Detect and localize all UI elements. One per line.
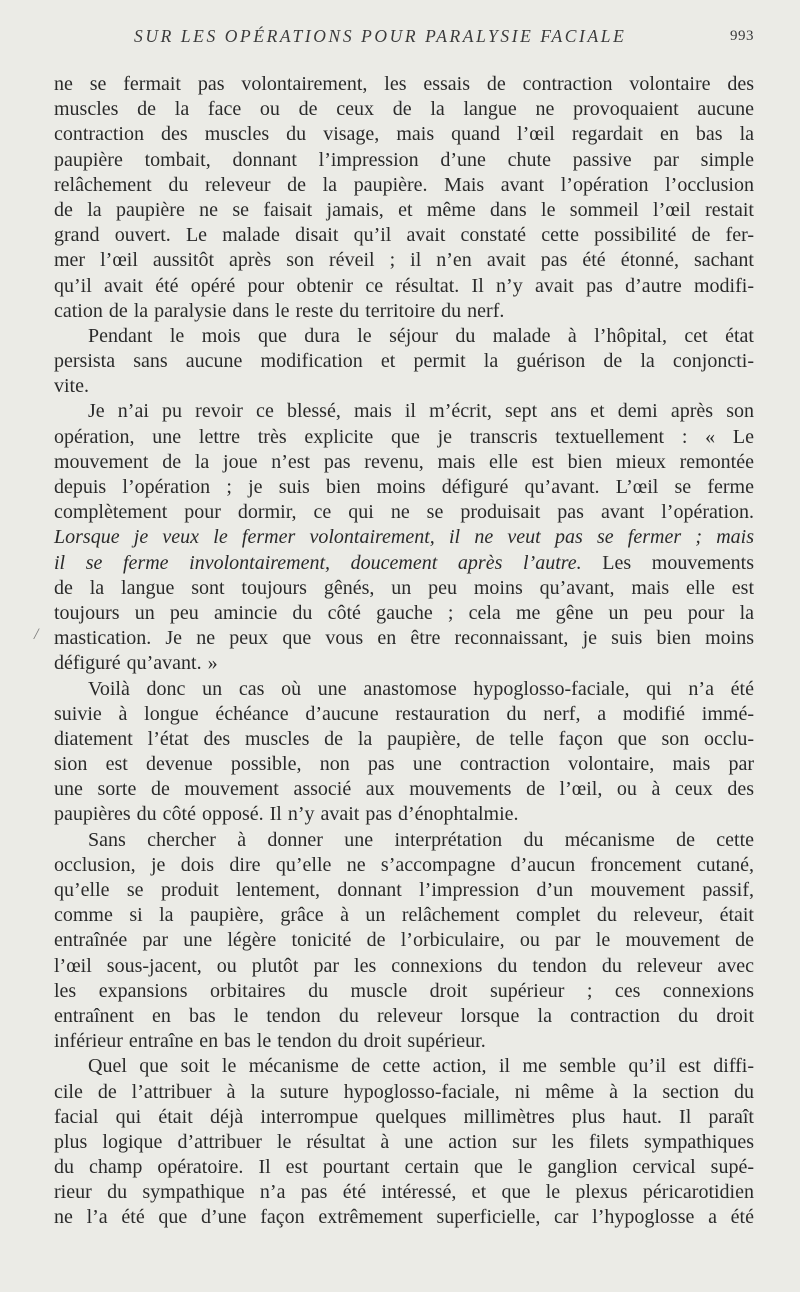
italic-quote: il se ferme involontairement, doucement après l’autre. bbox=[54, 551, 582, 574]
text-line: toujours un peu amincie du côté gauche ; cela me gêne un peu pour la bbox=[54, 601, 754, 624]
text-line: vite. bbox=[54, 375, 89, 398]
text-line: sion est devenue possible, non pas une contraction volontaire, mais par bbox=[54, 753, 754, 776]
text-line: entraînent en bas le tendon du releveur lorsque la contraction du droit bbox=[54, 1004, 754, 1027]
text-line: grand ouvert. Le malade disait qu’il avait constaté cette possibilité de fer- bbox=[54, 224, 754, 247]
text-line: entraînée par une légère tonicité de l’orbiculaire, ou par le mouvement de bbox=[54, 929, 754, 952]
paragraph bbox=[54, 399, 754, 676]
page-number: 993 bbox=[730, 28, 754, 44]
text-line bbox=[54, 551, 754, 576]
text-line: l’œil sous-jacent, ou plutôt par les connexions du tendon du releveur avec bbox=[54, 954, 754, 977]
text-line: ne se fermait pas volontairement, les essais de contraction volontaire des bbox=[54, 73, 754, 95]
text-line: Voilà donc un cas où une anastomose hypoglosso-faciale, qui n’a été bbox=[88, 677, 754, 700]
text-line: relâchement du releveur de la paupière. Mais avant l’opération l’occlusion bbox=[54, 173, 754, 196]
text-line: une sorte de mouvement associé aux mouvements de l’œil, ou à ceux des bbox=[54, 778, 754, 801]
text-line: suivie à longue échéance d’aucune restauration du nerf, a modifié immé- bbox=[54, 702, 754, 725]
text-fragment: Les mouvements bbox=[581, 551, 754, 574]
paragraph bbox=[54, 828, 754, 1055]
text-line: Pendant le mois que dura le séjour du malade à l’hôpital, cet état bbox=[88, 324, 754, 347]
paragraph bbox=[54, 72, 754, 324]
text-line: qu’elle se produit lentement, donnant l’impression d’un mouvement passif, bbox=[54, 879, 754, 901]
text-line: Je n’ai pu revoir ce blessé, mais il m’écrit, sept ans et demi après son bbox=[88, 400, 754, 423]
margin-mark: / bbox=[34, 626, 39, 643]
text-line: mouvement de la joue n’est pas revenu, mais elle est bien mieux remontée bbox=[54, 450, 754, 473]
text-line: muscles de la face ou de ceux de la langue ne provoquaient aucune bbox=[54, 98, 754, 121]
text-line: inférieur entraîne en bas le tendon du droit supérieur. bbox=[54, 1030, 486, 1053]
text-line bbox=[54, 525, 754, 550]
running-title: SUR LES OPÉRATIONS POUR PARALYSIE FACIALE bbox=[134, 26, 627, 46]
text-line: Sans chercher à donner une interprétation du mécanisme de cette bbox=[88, 828, 754, 851]
text-line: paupières du côté opposé. Il n’y avait pas d’énophtalmie. bbox=[54, 803, 519, 826]
paragraph bbox=[54, 1054, 754, 1230]
text-line: complètement pour dormir, ce qui ne se produisait pas avant l’opération. bbox=[54, 501, 754, 524]
text-line: cation de la paralysie dans le reste du territoire du nerf. bbox=[54, 299, 505, 322]
text-line: du champ opératoire. Il est pourtant certain que le ganglion cervical supé- bbox=[54, 1156, 754, 1179]
text-line: plus logique d’attribuer le résultat à une action sur les filets sympathiques bbox=[54, 1130, 754, 1153]
text-line: contraction des muscles du visage, mais quand l’œil regardait en bas la bbox=[54, 123, 754, 146]
text-line: persista sans aucune modification et permit la guérison de la conjoncti- bbox=[54, 350, 754, 373]
text-line: de la paupière ne se faisait jamais, et même dans le sommeil l’œil restait bbox=[54, 198, 754, 221]
text-line: comme si la paupière, grâce à un relâchement complet du releveur, était bbox=[54, 904, 754, 927]
text-line: de la langue sont toujours gênés, un peu moins qu’avant, mais elle est bbox=[54, 576, 754, 599]
text-line: rieur du sympathique n’a pas été intéressé, et que le plexus péricarotidien bbox=[54, 1181, 754, 1204]
text-line: opération, une lettre très explicite que je transcris textuellement : « Le bbox=[54, 425, 754, 448]
text-line: diatement l’état des muscles de la paupière, de telle façon que son occlu- bbox=[54, 727, 754, 750]
text-line: cile de l’attribuer à la suture hypoglosso-faciale, ni même à la section du bbox=[54, 1080, 754, 1103]
text-line: mer l’œil aussitôt après son réveil ; il n’en avait pas été étonné, sachant bbox=[54, 249, 754, 272]
page-header bbox=[54, 26, 754, 52]
text-line: Quel que soit le mécanisme de cette action, il me semble qu’il est diffi- bbox=[88, 1055, 754, 1078]
text-line: paupière tombait, donnant l’impression d’une chute passive par simple bbox=[54, 148, 754, 171]
text-line: facial qui était déjà interrompue quelques millimètres plus haut. Il paraît bbox=[54, 1105, 754, 1128]
text-line: depuis l’opération ; je suis bien moins défiguré qu’avant. L’œil se ferme bbox=[54, 476, 754, 498]
text-line: occlusion, je dois dire qu’elle ne s’accompagne d’aucun froncement cutané, bbox=[54, 853, 754, 876]
italic-quote: Lorsque je veux le fermer volontairement, il ne veut pas se fermer ; mais bbox=[54, 526, 754, 549]
text-line: mastication. Je ne peux que vous en être reconnaissant, je suis bien moins bbox=[54, 627, 754, 650]
text-line: ne l’a été que d’une façon extrêmement superficielle, car l’hypoglosse a été bbox=[54, 1206, 754, 1229]
paragraph bbox=[54, 324, 754, 400]
body-text bbox=[54, 72, 754, 1231]
text-line: qu’il avait été opéré pour obtenir ce résultat. Il n’y avait pas d’autre modifi- bbox=[54, 274, 754, 297]
text-line: défiguré qu’avant. » bbox=[54, 652, 218, 675]
paragraph bbox=[54, 677, 754, 828]
text-line: les expansions orbitaires du muscle droit supérieur ; ces connexions bbox=[54, 979, 754, 1002]
